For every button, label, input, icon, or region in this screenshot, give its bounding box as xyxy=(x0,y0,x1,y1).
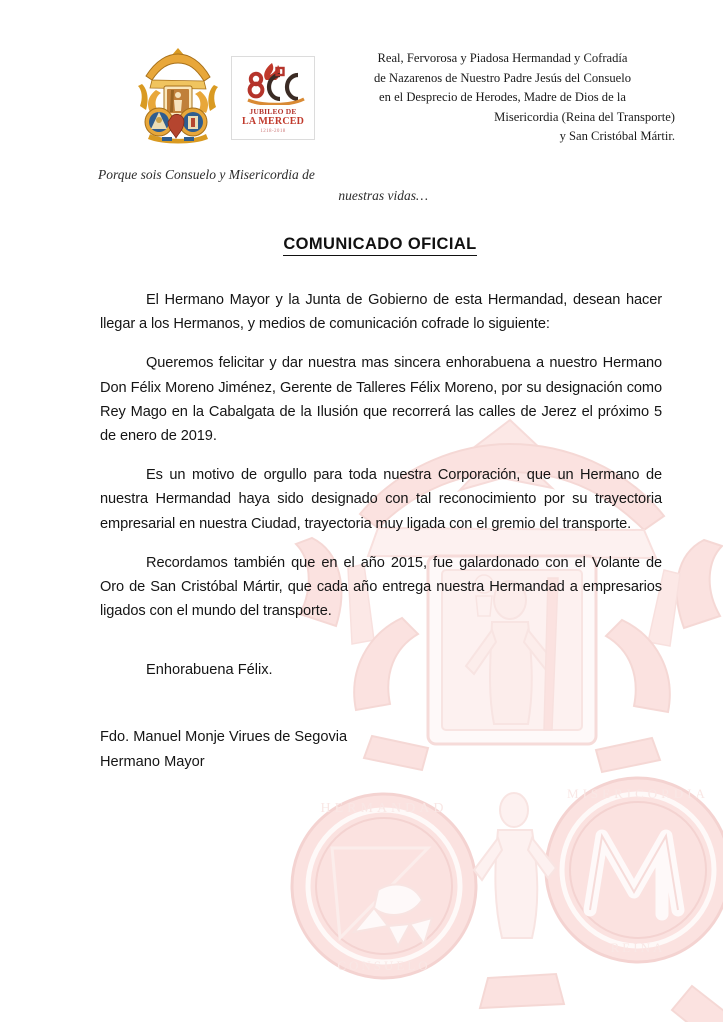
watermark-right-medallion xyxy=(546,778,723,962)
org-name-line-4: Misericordia (Reina del Transporte) xyxy=(494,109,675,124)
motto-line-1: Porque sois Consuelo y Misericordia de xyxy=(98,167,315,182)
jubilee-caption-years: 1218-2018 xyxy=(260,129,286,134)
watermark-left-medallion xyxy=(292,794,476,978)
paragraph-3: Es un motivo de orgullo para toda nuestra Corporación, que un Hermano de nuestra Hermandad haya sido designado con tal reconocimiento por su trayectoria empresarial en nuestra Ciudad, trayectoria muy ligada con el gremio del transporte. xyxy=(100,467,662,532)
hermandad-coat-of-arms-icon xyxy=(138,46,218,144)
jubilee-caption-line-2: LA MERCED xyxy=(241,116,305,127)
closing-line: Enhorabuena Félix. xyxy=(146,662,273,678)
letterhead xyxy=(0,0,723,160)
watermark-base-ornament xyxy=(438,974,723,1022)
svg-text:MISERICORDIA: MISERICORDIA xyxy=(567,786,709,801)
org-name-line-2: de Nazarenos de Nuestro Padre Jesús del Consuelo xyxy=(373,70,632,85)
signature-role: Hermano Mayor xyxy=(100,754,205,770)
organisation-name xyxy=(330,49,675,147)
document-body xyxy=(100,288,662,623)
svg-text:REINA: REINA xyxy=(610,940,666,955)
watermark-center-figure-lower xyxy=(474,793,556,938)
page-title xyxy=(100,235,660,254)
svg-text:CONSUELO: CONSUELO xyxy=(337,958,431,973)
paragraph-1: El Hermano Mayor y la Junta de Gobierno de esta Hermandad, desean hacer llegar a los Hermanos, y medios de comunicación cofrade lo siguiente: xyxy=(100,292,662,333)
jubilee-logo xyxy=(231,56,315,140)
page-title-text: COMUNICADO OFICIAL xyxy=(283,235,476,256)
signature-block xyxy=(100,725,580,775)
jubilee-logo-caption xyxy=(232,107,314,136)
signature-name: Fdo. Manuel Monje Virues de Segovia xyxy=(100,729,348,745)
paragraph-2: Queremos felicitar y dar nuestra mas sincera enhorabuena a nuestro Hermano Don Félix Moreno Jiménez, Gerente de Talleres Félix Moreno, por su designación como Rey Mago en la Cabalgata de la Ilusión que recorrerá las calles de Jerez el próximo 5 de enero de 2019. xyxy=(100,355,662,445)
jubilee-caption-line-1: JUBILEO DE xyxy=(249,107,297,116)
motto-line-2: nuestras vidas… xyxy=(338,188,428,203)
svg-text:HERMANDAD: HERMANDAD xyxy=(320,801,448,816)
org-name-line-5: y San Cristóbal Mártir. xyxy=(559,129,675,144)
motto xyxy=(98,164,428,206)
org-name-line-1: Real, Fervorosa y Piadosa Hermandad y Cofradía xyxy=(377,51,628,65)
paragraph-4: Recordamos también que en el año 2015, fue galardonado con el Volante de Oro de San Cristóbal Mártir, que cada año entrega nuestra Hermandad a empresarios ligados con el mundo del transporte. xyxy=(100,554,662,620)
jubilee-800-monogram-icon xyxy=(232,61,314,105)
org-name-line-3: en el Desprecio de Herodes, Madre de Dios de la xyxy=(379,90,626,105)
